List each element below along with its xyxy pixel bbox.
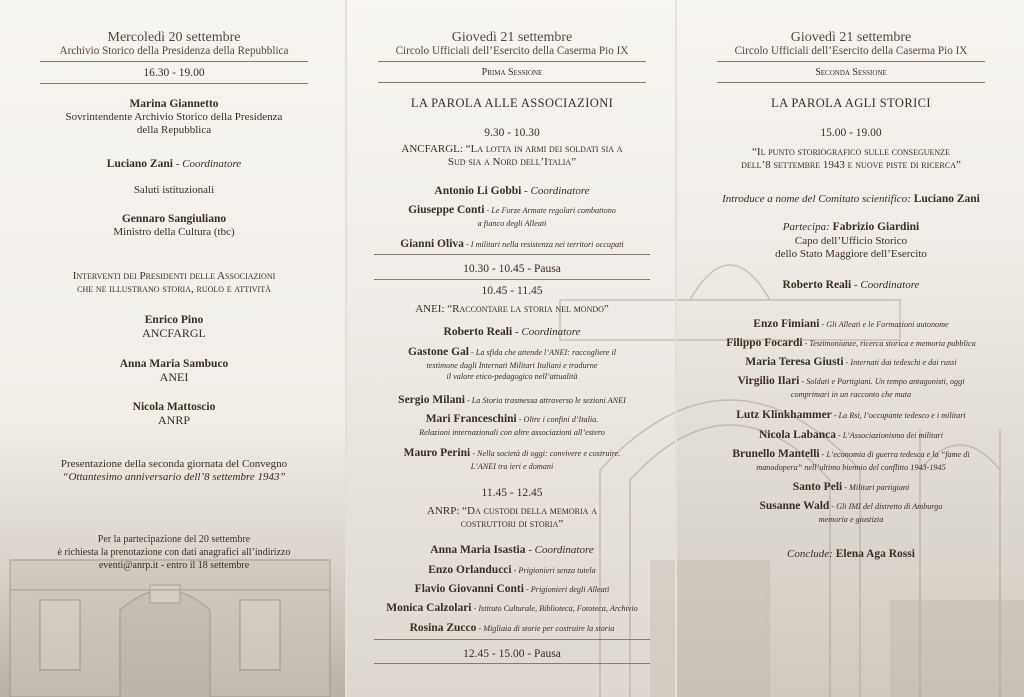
coordinator-line bbox=[374, 322, 650, 340]
association-name: ANRP bbox=[157, 413, 190, 427]
divider bbox=[374, 279, 650, 280]
divider bbox=[717, 61, 985, 62]
heading-line: ANCFARGL: “La lotta in armi dei soldati sia a bbox=[401, 143, 623, 155]
speaker-name: Giuseppe Conti bbox=[408, 204, 485, 216]
speaker-role: Capo dell’Ufficio Storico bbox=[794, 235, 908, 247]
talk-title: a fianco degli Alleati bbox=[477, 219, 547, 228]
president-block bbox=[36, 313, 312, 340]
speaker-role: della Repubblica bbox=[136, 124, 212, 136]
divider bbox=[40, 83, 308, 84]
intro-label: Introduce a nome del Comitato scientifico: bbox=[722, 193, 911, 205]
speaker-name: Rosina Zucco bbox=[409, 622, 477, 634]
association-name: ANCFARGL bbox=[142, 326, 206, 340]
pause-time: 12.45 - 15.00 - Pausa bbox=[463, 648, 561, 660]
speaker-name: Monica Calzolari bbox=[386, 602, 472, 614]
session-title: LA PAROLA ALLE ASSOCIAZIONI bbox=[410, 96, 614, 110]
speaker-name: Mari Franceschini bbox=[425, 413, 517, 425]
talk-title: comprimari in un racconto che muta bbox=[790, 390, 912, 399]
session-title: LA PAROLA AGLI STORICI bbox=[771, 96, 931, 110]
talk-item bbox=[374, 200, 650, 229]
divider bbox=[374, 663, 650, 664]
divider bbox=[374, 254, 650, 255]
talk-title: memoria e giustizia bbox=[818, 515, 884, 524]
speaker-name: Luciano Zani bbox=[106, 158, 173, 170]
coordinator-line bbox=[374, 540, 650, 558]
speaker-name: Gastone Gal bbox=[407, 346, 469, 358]
speaker-name: Elena Aga Rossi bbox=[832, 548, 915, 560]
talk-title: - Prigionieri senza tutela bbox=[511, 566, 596, 575]
talk-title: - I militari nella resistenza nei territori occupati bbox=[463, 240, 624, 249]
heading-line: che ne illustrano storia, ruolo e attività bbox=[77, 283, 271, 295]
introduction-line bbox=[713, 189, 989, 207]
talk-item bbox=[374, 342, 650, 382]
session-label: Prima Sessione bbox=[481, 67, 543, 78]
talk-title: - Soldati e Partigiani. Un tempo antagonisti, oggi bbox=[799, 377, 965, 386]
speaker-role: Sovrintendente Archivio Storico della Presidenza bbox=[65, 111, 283, 123]
speaker-name: Gennaro Sangiuliano bbox=[121, 213, 227, 225]
speaker-name: Anna Maria Sambuco bbox=[119, 358, 229, 370]
talk-item bbox=[713, 314, 989, 332]
presentation-note bbox=[36, 458, 312, 484]
registration-info bbox=[36, 533, 312, 572]
talk-title: testimone dagli Internati Militari Italiani e tradurne bbox=[426, 361, 598, 370]
talk-item bbox=[374, 409, 650, 438]
talk-item bbox=[713, 444, 989, 473]
talk-title: - L’economia di guerra tedesca e la “fame di bbox=[819, 450, 970, 459]
heading-line: Interventi dei Presidenti delle Associazioni bbox=[72, 270, 276, 282]
heading-line: costruttori di storia” bbox=[460, 518, 564, 530]
talk-title: - Militari partigiani bbox=[842, 483, 910, 492]
divider bbox=[378, 61, 646, 62]
speaker-role: dello Stato Maggiore dell’Esercito bbox=[775, 248, 927, 260]
info-line: eventi@anrp.it - entro il 18 settembre bbox=[98, 560, 250, 571]
slot-time: 9.30 - 10.30 bbox=[484, 127, 540, 139]
talk-title: - Le Forze Armate regolari combattono bbox=[484, 206, 616, 215]
speaker-role: - Coordinatore bbox=[512, 326, 581, 338]
talk-item bbox=[713, 496, 989, 525]
talk-item bbox=[713, 477, 989, 495]
pause-time: 10.30 - 10.45 - Pausa bbox=[463, 263, 561, 275]
theme-line: dell’8 settembre 1943 e nuove piste di ricerca” bbox=[741, 159, 961, 171]
block-heading bbox=[374, 505, 650, 531]
talk-title: - La Rsi, l’occupante tedesco e i militari bbox=[831, 411, 966, 420]
talk-item bbox=[374, 560, 650, 578]
speaker-name: Santo Peli bbox=[792, 481, 843, 493]
day2-morning-column bbox=[374, 0, 650, 697]
talk-title: Relazioni internazionali con altre associazioni all’estero bbox=[419, 428, 605, 437]
divider bbox=[374, 639, 650, 640]
day1-date: Mercoledì 20 settembre bbox=[107, 30, 241, 45]
day2-date: Giovedì 21 settembre bbox=[451, 30, 573, 45]
divider bbox=[40, 61, 308, 62]
talk-item bbox=[713, 371, 989, 400]
president-block bbox=[36, 400, 312, 427]
speaker-name: Sergio Milani bbox=[398, 394, 465, 406]
speaker-name: Roberto Reali bbox=[443, 326, 513, 338]
note-line: Presentazione della seconda giornata del Convegno bbox=[60, 458, 288, 470]
talk-title: - Gli IMI del distretto di Amburgo bbox=[829, 502, 943, 511]
coordinator-line bbox=[713, 275, 989, 293]
speaker-name: Mauro Perini bbox=[403, 447, 471, 459]
speaker-name: Antonio Li Gobbi bbox=[434, 185, 522, 197]
talk-item bbox=[374, 390, 650, 408]
day1-venue: Archivio Storico della Presidenza della Repubblica bbox=[59, 45, 289, 57]
block-heading: ANEI: “Raccontare la storia nel mondo” bbox=[415, 303, 609, 315]
slot-time: 10.45 - 11.45 bbox=[481, 285, 543, 297]
talk-title: il valore etico-pedagogico nell’attualità bbox=[446, 372, 578, 381]
day1-time: 16.30 - 19.00 bbox=[143, 67, 205, 79]
session-label: Seconda Sessione bbox=[815, 67, 887, 78]
block-heading bbox=[374, 143, 650, 169]
talk-title: - L’Associazionismo dei militari bbox=[835, 431, 944, 440]
slot-time: 11.45 - 12.45 bbox=[481, 487, 543, 499]
speaker-name: Enzo Orlanducci bbox=[428, 564, 512, 576]
day2-venue: Circolo Ufficiali dell’Esercito della Caserma Pio IX bbox=[395, 45, 629, 57]
talk-title: - La sfida che attende l’ANEI: raccogliere il bbox=[468, 348, 617, 357]
heading-line: Sud sia a Nord dell’Italia” bbox=[447, 156, 577, 168]
day2-venue: Circolo Ufficiali dell’Esercito della Caserma Pio IX bbox=[734, 45, 968, 57]
speaker-name: Enrico Pino bbox=[144, 314, 204, 326]
talk-title: L’ANEI tra ieri e domani bbox=[470, 462, 554, 471]
conclusion-label: Conclude: bbox=[787, 548, 833, 560]
president-block bbox=[36, 357, 312, 384]
divider bbox=[717, 82, 985, 83]
speaker-name: Luciano Zani bbox=[910, 193, 980, 205]
association-name: ANEI bbox=[159, 370, 189, 384]
speaker-name: Nicola Mattoscio bbox=[132, 401, 216, 413]
speaker-role: - Coordinatore bbox=[521, 185, 590, 197]
talk-title: - Testimonianze, ricerca storica e memoria pubblica bbox=[802, 339, 976, 348]
speaker-name: Virgilio Ilari bbox=[737, 375, 800, 387]
talk-title: - Nella società di oggi: convivere e costruire. bbox=[470, 449, 621, 458]
divider bbox=[378, 82, 646, 83]
talk-item bbox=[374, 443, 650, 472]
speaker-block bbox=[36, 212, 312, 239]
theme-line: “Il punto storiografico sulle conseguenze bbox=[752, 146, 950, 158]
talk-title: - La Storia trasmessa attraverso le sezioni ANEI bbox=[464, 396, 626, 405]
speaker-name: Gianni Oliva bbox=[400, 238, 464, 250]
speaker-name: Filippo Focardi bbox=[726, 337, 803, 349]
speaker-name: Flavio Giovanni Conti bbox=[414, 583, 524, 595]
talk-title: - Migliaia di storie per costruire la storia bbox=[476, 624, 615, 633]
talk-item bbox=[374, 234, 650, 252]
conclusion-line bbox=[713, 544, 989, 562]
speaker-name: Enzo Fimiani bbox=[753, 318, 820, 330]
talk-item bbox=[374, 579, 650, 597]
participant-block bbox=[713, 217, 989, 261]
talk-title: - Internati dai tedeschi e dai russi bbox=[843, 358, 957, 367]
greetings: Saluti istituzionali bbox=[133, 184, 215, 196]
speaker-role: - Coordinatore bbox=[525, 544, 594, 556]
speaker-name: Fabrizio Giardini bbox=[829, 221, 920, 233]
day2-date: Giovedì 21 settembre bbox=[790, 30, 912, 45]
note-line: “Ottantesimo anniversario dell’8 settembre 1943” bbox=[62, 471, 286, 483]
speaker-role: - Coordinatore bbox=[851, 279, 920, 291]
info-line: Per la partecipazione del 20 settembre bbox=[97, 534, 251, 545]
session-theme bbox=[713, 146, 989, 172]
speaker-role: - Coordinatore bbox=[172, 158, 242, 170]
talk-item bbox=[374, 618, 650, 636]
info-line: è richiesta la prenotazione con dati anagrafici all’indirizzo bbox=[57, 547, 291, 558]
speaker-name: Nicola Labanca bbox=[758, 429, 836, 441]
speaker-block bbox=[36, 97, 312, 137]
coordinator-line bbox=[374, 181, 650, 199]
talk-item bbox=[713, 405, 989, 423]
talk-title: - Gli Alleati e le Formazioni autonome bbox=[819, 320, 949, 329]
speaker-role: Ministro della Cultura (tbc) bbox=[113, 226, 235, 238]
speaker-name: Brunello Mantelli bbox=[732, 448, 820, 460]
heading-line: ANRP: “Da custodi della memoria a bbox=[427, 505, 597, 517]
speaker-name: Marina Giannetto bbox=[129, 98, 219, 110]
speaker-name: Susanne Wald bbox=[759, 500, 830, 512]
talk-title: - Istituto Culturale, Biblioteca, Fototeca, Archivio bbox=[471, 604, 638, 613]
speaker-name: Anna Maria Isastia bbox=[430, 544, 526, 556]
speaker-name: Maria Teresa Giusti bbox=[745, 356, 844, 368]
day1-column bbox=[36, 0, 312, 697]
talk-title: - Oltre i confini d’Italia. bbox=[516, 415, 599, 424]
interventions-heading bbox=[36, 270, 312, 296]
day2-afternoon-column bbox=[713, 0, 989, 697]
coordinator-line bbox=[36, 154, 312, 172]
participant-label: Partecipa: bbox=[782, 221, 830, 233]
talk-title: manodopera” nell’ultimo biennio del conflitto 1943-1945 bbox=[756, 463, 946, 472]
talk-item bbox=[713, 333, 989, 351]
talk-title: - Prigionieri degli Alleati bbox=[523, 585, 610, 594]
talk-item bbox=[374, 598, 650, 616]
talk-item bbox=[713, 352, 989, 370]
speaker-name: Roberto Reali bbox=[782, 279, 852, 291]
talk-item bbox=[713, 425, 989, 443]
slot-time: 15.00 - 19.00 bbox=[820, 127, 882, 139]
speaker-name: Lutz Klinkhammer bbox=[736, 409, 832, 421]
